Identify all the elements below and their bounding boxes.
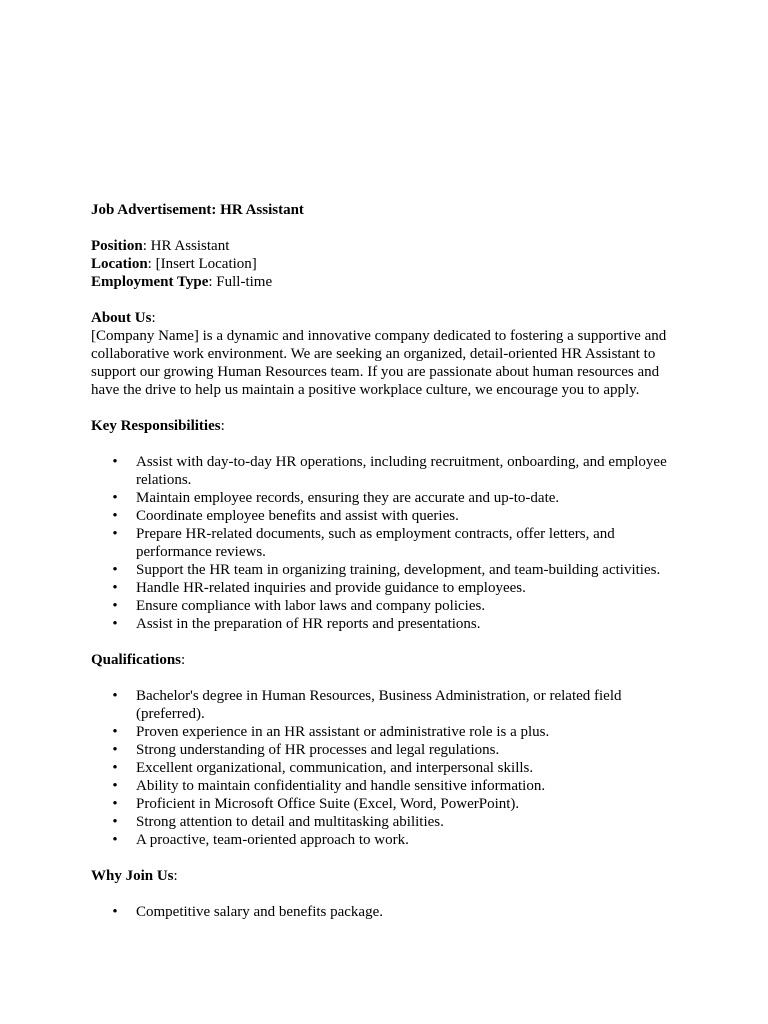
meta-position [91,237,681,255]
list-item-text: Maintain employee records, ensuring they are accurate and up-to-date. [136,490,560,506]
list-item-text: Support the HR team in organizing training, development, and team-building activities. [136,562,661,578]
why-join-section [91,867,681,921]
list-item-text: Bachelor's degree in Human Resources, Business Administration, or related field (preferred). [136,688,622,722]
list-item-text: Assist in the preparation of HR reports and presentations. [136,616,481,632]
list-item [91,615,681,633]
list-item [91,525,681,561]
meta-position-value: : HR Assistant [142,238,230,254]
list-item [91,777,681,795]
list-item [91,579,681,597]
responsibilities-list [91,453,681,633]
meta-employment-type-label: Employment Type [91,274,209,290]
qualifications-heading-text: Qualifications [91,652,182,668]
list-item-text: Assist with day-to-day HR operations, including recruitment, onboarding, and employee relations. [136,454,667,488]
qualifications-section [91,651,681,849]
list-item-text: Excellent organizational, communication, and interpersonal skills. [136,760,534,776]
list-item [91,831,681,849]
bullet-icon: • [112,688,118,704]
list-item-text: A proactive, team-oriented approach to work. [136,832,409,848]
bullet-icon: • [112,832,118,848]
bullet-icon: • [112,796,118,812]
list-item [91,453,681,489]
job-meta [91,237,681,291]
list-item [91,507,681,525]
bullet-icon: • [112,490,118,506]
why-join-list [91,903,681,921]
why-join-heading-text: Why Join Us [91,868,174,884]
bullet-icon: • [112,616,118,632]
bullet-icon: • [112,580,118,596]
bullet-icon: • [112,760,118,776]
responsibilities-heading-colon: : [220,418,225,434]
document-title: Job Advertisement: HR Assistant [91,202,304,218]
list-item [91,741,681,759]
list-item [91,903,681,921]
about-text: [Company Name] is a dynamic and innovative company dedicated to fostering a supportive and collaborative work environment. We are seeking an organized, detail-oriented HR Assistant to support our growing Human Resources team. If you are passionate about human resources and have the drive to help us maintain a positive workplace culture, we encourage you to apply. [91,328,667,398]
bullet-icon: • [112,508,118,524]
list-item-text: Handle HR-related inquiries and provide guidance to employees. [136,580,526,596]
about-section [91,309,681,399]
responsibilities-heading-text: Key Responsibilities [91,418,221,434]
bullet-icon: • [112,598,118,614]
list-item [91,813,681,831]
qualifications-heading [91,651,681,669]
meta-employment-type [91,273,681,291]
list-item [91,489,681,507]
meta-employment-type-value: : Full-time [208,274,273,290]
bullet-icon: • [112,778,118,794]
about-heading [91,309,681,327]
list-item [91,597,681,615]
list-item-text: Ability to maintain confidentiality and handle sensitive information. [136,778,546,794]
list-item-text: Prepare HR-related documents, such as employment contracts, offer letters, and performance reviews. [136,526,615,560]
about-heading-text: About Us [91,310,152,326]
meta-location-label: Location [91,256,148,272]
bullet-icon: • [112,562,118,578]
list-item [91,687,681,723]
list-item-text: Ensure compliance with labor laws and company policies. [136,598,486,614]
bullet-icon: • [112,526,118,542]
list-item [91,759,681,777]
why-join-heading-colon: : [173,868,178,884]
responsibilities-section [91,417,681,633]
bullet-icon: • [112,454,118,470]
why-join-heading [91,867,681,885]
list-item-text: Strong attention to detail and multitasking abilities. [136,814,444,830]
list-item-text: Coordinate employee benefits and assist with queries. [136,508,459,524]
list-item-text: Strong understanding of HR processes and legal regulations. [136,742,500,758]
about-heading-colon: : [151,310,156,326]
list-item [91,561,681,579]
list-item-text: Proficient in Microsoft Office Suite (Excel, Word, PowerPoint). [136,796,520,812]
qualifications-list [91,687,681,849]
list-item-text: Proven experience in an HR assistant or administrative role is a plus. [136,724,550,740]
meta-location [91,255,681,273]
meta-position-label: Position [91,238,143,254]
bullet-icon: • [112,814,118,830]
list-item [91,723,681,741]
responsibilities-heading [91,417,681,435]
meta-location-value: : [Insert Location] [147,256,257,272]
qualifications-heading-colon: : [181,652,186,668]
bullet-icon: • [112,742,118,758]
list-item [91,795,681,813]
list-item-text: Competitive salary and benefits package. [136,904,383,920]
bullet-icon: • [112,724,118,740]
bullet-icon: • [112,904,118,920]
document-page [91,201,681,939]
